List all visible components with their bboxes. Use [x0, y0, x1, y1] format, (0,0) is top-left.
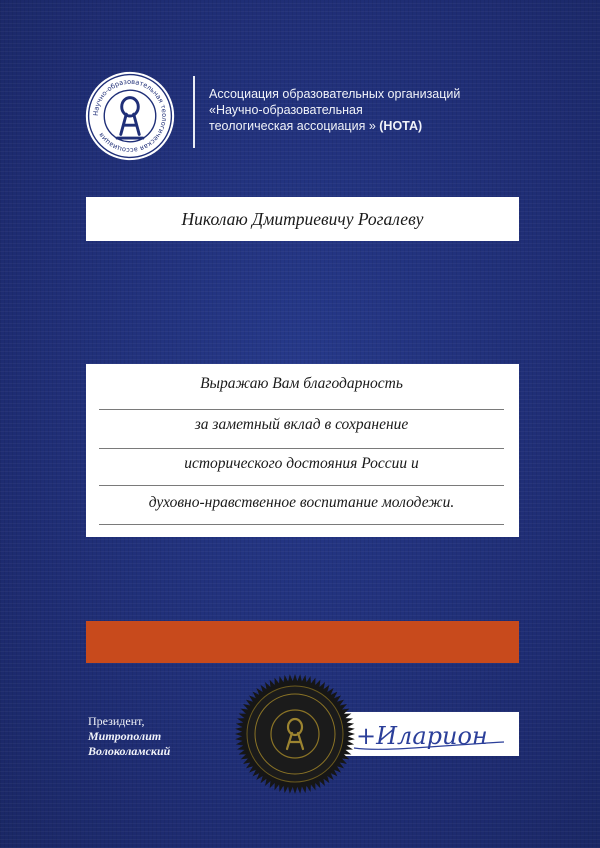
signature-panel: [344, 712, 519, 756]
signatory-see: Волоколамский: [88, 744, 171, 758]
organization-line-1: Ассоциация образовательных организаций: [209, 87, 461, 101]
svg-text:Научно-образовательная теологи: Научно-образовательная теологическая ассоциация: [91, 77, 169, 155]
message-line-3: исторического достояния России и: [184, 455, 419, 472]
message-line-2: за заметный вклад в сохранение: [194, 416, 409, 433]
message-rule: [99, 448, 504, 449]
organization-line-3: теологическая ассоциация »: [209, 119, 376, 133]
recipient-panel: [86, 197, 519, 241]
message-panel: [86, 364, 519, 537]
association-logo-emblem: [84, 70, 176, 162]
signature: [344, 712, 519, 756]
message-rule: [99, 409, 504, 410]
signatory-block: [88, 714, 170, 759]
recipient-name: Николаю Дмитриевичу Рогалеву: [181, 208, 424, 229]
seal-stamp: [234, 673, 356, 795]
message-line-4: духовно-нравственное воспитание молодежи.: [148, 494, 455, 511]
signatory-rank: Митрополит: [88, 729, 162, 743]
organization-line-2: «Научно-образовательная: [209, 103, 363, 117]
message-line-1: Выражаю Вам благодарность: [200, 375, 403, 392]
organization-abbreviation: (НОТА): [379, 119, 423, 133]
organization-name: [209, 86, 469, 134]
header-divider: [193, 76, 195, 148]
message-rule: [99, 524, 504, 525]
accent-bar: [86, 621, 519, 663]
svg-text:+Иларион: +Иларион: [356, 722, 488, 750]
message-rule: [99, 485, 504, 486]
signatory-title: Президент,: [88, 714, 145, 728]
